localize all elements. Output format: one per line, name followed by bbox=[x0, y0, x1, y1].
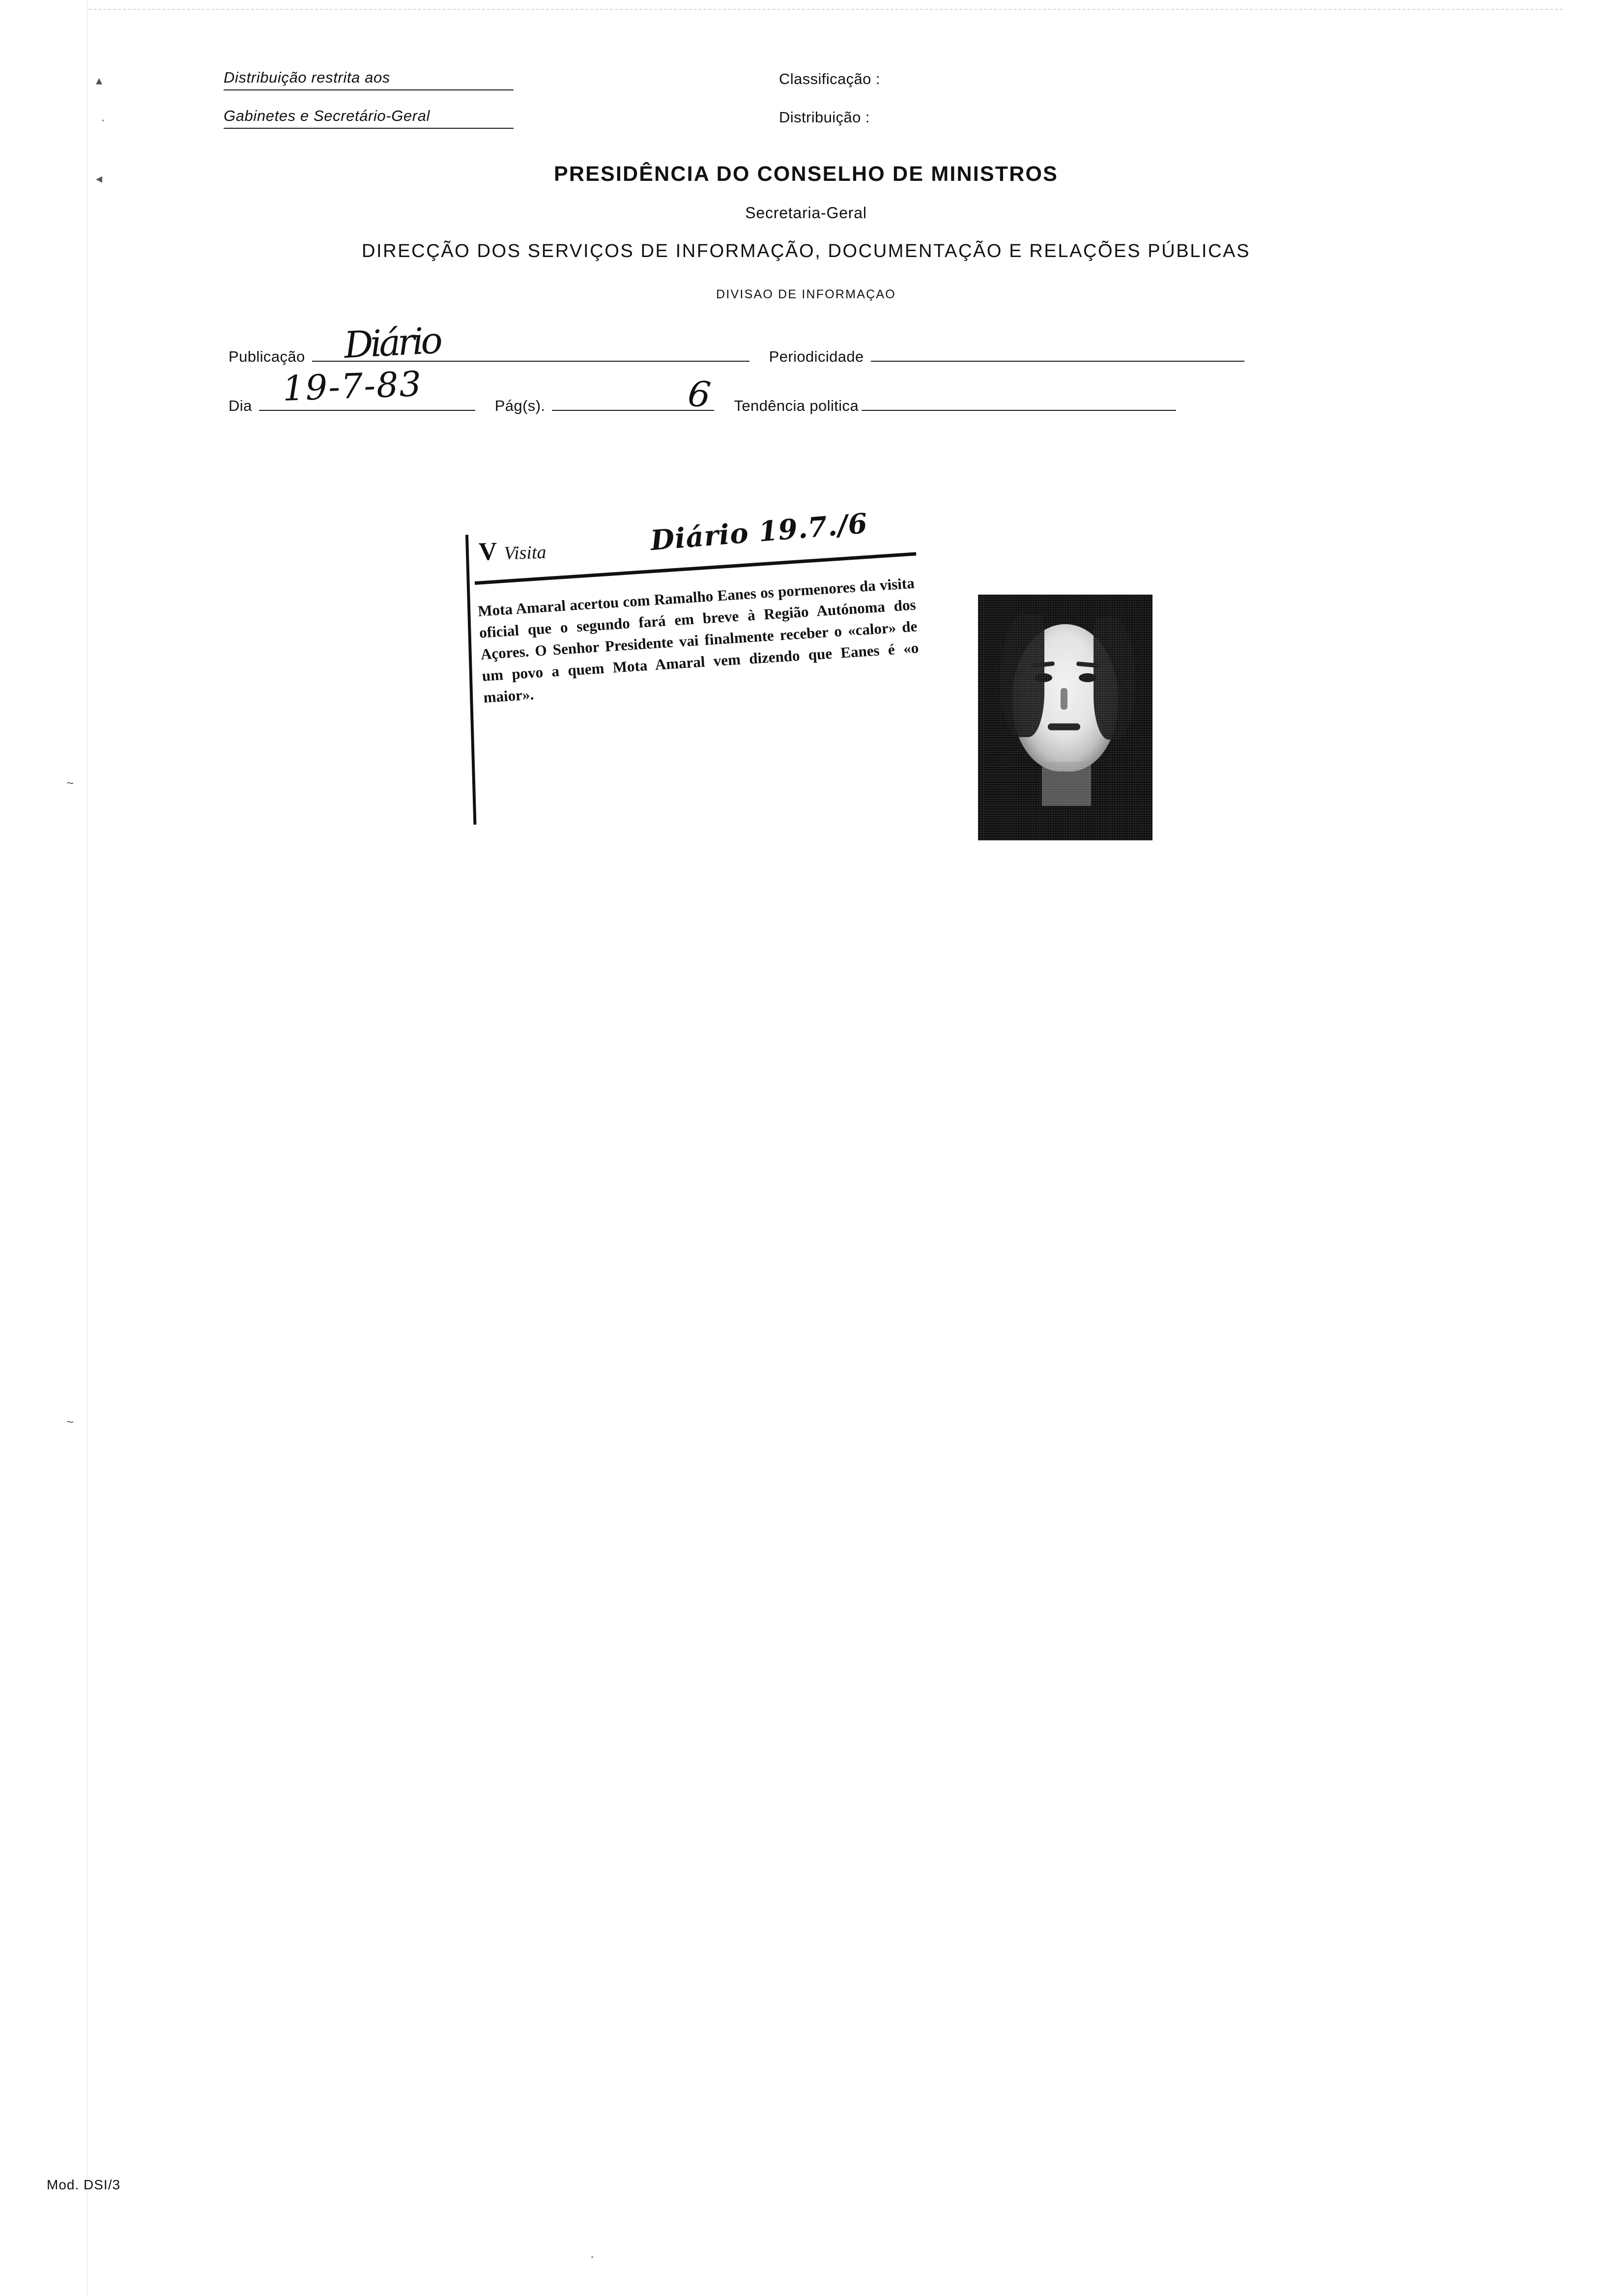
form-row-publication bbox=[229, 344, 1244, 366]
restriction-line-1: Distribuição restrita aos bbox=[224, 69, 514, 90]
form-row-day bbox=[229, 393, 1176, 415]
news-clipping bbox=[465, 507, 938, 825]
periodicity-input[interactable] bbox=[871, 344, 1244, 362]
political-tendency-label: Tendência politica bbox=[734, 397, 859, 414]
clipping-heading bbox=[478, 536, 547, 567]
classification-label: Classificação : bbox=[779, 70, 880, 87]
scan-edge-left bbox=[86, 0, 87, 2296]
photo-halftone-grain bbox=[978, 595, 1152, 840]
distribution-label: Distribuição : bbox=[779, 109, 870, 126]
clipping-marker: V bbox=[478, 537, 498, 566]
scan-edge-top bbox=[88, 9, 1563, 11]
margin-tick-5: ~ bbox=[66, 1414, 74, 1429]
day-input[interactable] bbox=[259, 393, 475, 411]
day-handwritten-value: 19-7-83 bbox=[282, 364, 423, 409]
publication-label: Publicação bbox=[229, 348, 305, 365]
footer-mark: · bbox=[590, 2248, 595, 2265]
portrait-photo bbox=[978, 595, 1152, 840]
margin-tick-4: ~ bbox=[66, 775, 74, 790]
secretariat-subtitle: Secretaria-Geral bbox=[745, 204, 867, 222]
pages-input[interactable] bbox=[552, 393, 714, 411]
margin-tick-1: ▴ bbox=[96, 73, 103, 87]
directorate-title: DIRECÇÃO DOS SERVIÇOS DE INFORMAÇÃO, DOCUMENTAÇÃO E RELAÇÕES PÚBLICAS bbox=[361, 241, 1251, 261]
publication-handwritten-value: Diário bbox=[343, 319, 441, 367]
classification-block bbox=[779, 70, 880, 147]
clipping-body-text: Mota Amaral acertou com Ramalho Eanes os pormenores da visita oficial que o segundo fará em breve à Região Autónoma dos Açores. O Senhor Presidente vai finalmente receber o «calor» de um povo a quem Mota Amaral vem dizendo que Eanes é «o maior». bbox=[477, 574, 920, 706]
periodicity-label: Periodicidade bbox=[769, 348, 864, 365]
clipping-handwritten-note: Diário 19.7./6 bbox=[649, 507, 869, 557]
political-tendency-input[interactable] bbox=[862, 393, 1176, 411]
restriction-line-2: Gabinetes e Secretário-Geral bbox=[224, 107, 514, 129]
margin-tick-2: · bbox=[101, 112, 105, 127]
clipping-kicker: Visita bbox=[504, 542, 547, 564]
pages-handwritten-value: 6 bbox=[686, 372, 713, 416]
margin-tick-3: ◂ bbox=[96, 171, 103, 186]
form-code: Mod. DSI/3 bbox=[47, 2177, 121, 2192]
day-label: Dia bbox=[229, 397, 252, 414]
organization-title: PRESIDÊNCIA DO CONSELHO DE MINISTROS bbox=[553, 162, 1059, 186]
restriction-notice bbox=[224, 69, 715, 145]
publication-input[interactable] bbox=[312, 344, 749, 362]
pages-label: Pág(s). bbox=[494, 397, 546, 414]
division-title: DIVISAO DE INFORMAÇAO bbox=[716, 287, 896, 301]
